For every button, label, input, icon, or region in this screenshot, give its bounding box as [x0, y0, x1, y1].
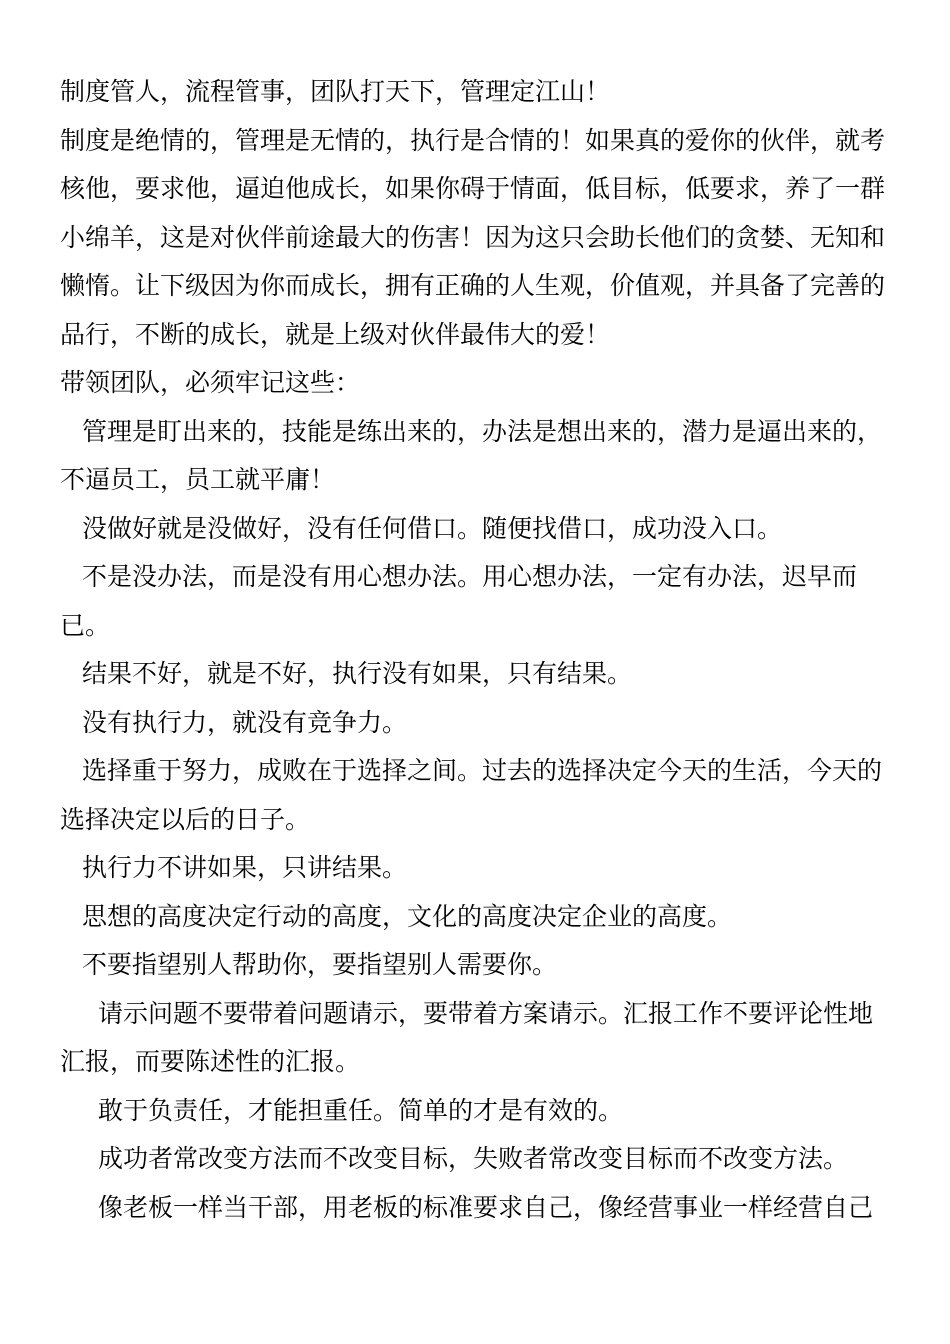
- paragraph-3: 带领团队，必须牢记这些：: [60, 368, 361, 397]
- paragraph-8: 没有执行力，就没有竞争力。: [82, 707, 408, 737]
- paragraph-2: 制度是绝情的，管理是无情的，执行是合情的！如果真的爱你的伙伴，就考核他，要求他，逼迫他成长，如果你碍于情面，低目标，低要求，养了一群小绵羊，这是对伙伴前途最大的伤害！因为这只会助长他们的贪婪、无知和懒惰。让下级因为你而成长，拥有正确的人生观，价值观，并具备了完善的品行，不断的成长，就是上级对伙伴最伟大的爱！: [60, 125, 886, 349]
- paragraph-13: 请示问题不要带着问题请示，要带着方案请示。汇报工作不要评论性地汇报，而要陈述性的汇报。: [60, 998, 874, 1076]
- paragraph-1: 制度管人，流程管事，团队打天下，管理定江山！: [60, 77, 611, 106]
- paragraph-9: 选择重于努力，成败在于选择之间。过去的选择决定今天的生活，今天的选择决定以后的日子。: [60, 756, 883, 834]
- paragraph-7: 结果不好，就是不好，执行没有如果，只有结果。: [82, 659, 633, 688]
- paragraph-11: 思想的高度决定行动的高度，文化的高度决定企业的高度。: [82, 901, 733, 931]
- document-body: [60, 68, 890, 1232]
- paragraph-5: 没做好就是没做好，没有任何借口。随便找借口，成功没入口。: [82, 513, 783, 543]
- paragraph-10: 执行力不讲如果，只讲结果。: [82, 853, 408, 882]
- paragraph-4: 管理是盯出来的，技能是练出来的，办法是想出来的，潜力是逼出来的，不逼员工，员工就平庸！: [60, 416, 883, 494]
- paragraph-16: 像老板一样当干部，用老板的标准要求自己，像经营事业一样经营自己: [98, 1192, 874, 1222]
- paragraph-14: 敢于负责任，才能担重任。简单的才是有效的。: [98, 1095, 624, 1125]
- paragraph-6: 不是没办法，而是没有用心想办法。用心想办法，一定有办法，迟早而已。: [60, 562, 858, 640]
- paragraph-12: 不要指望别人帮助你，要指望别人需要你。: [82, 950, 558, 979]
- paragraph-15: 成功者常改变方法而不改变目标，失败者常改变目标而不改变方法。: [98, 1144, 849, 1173]
